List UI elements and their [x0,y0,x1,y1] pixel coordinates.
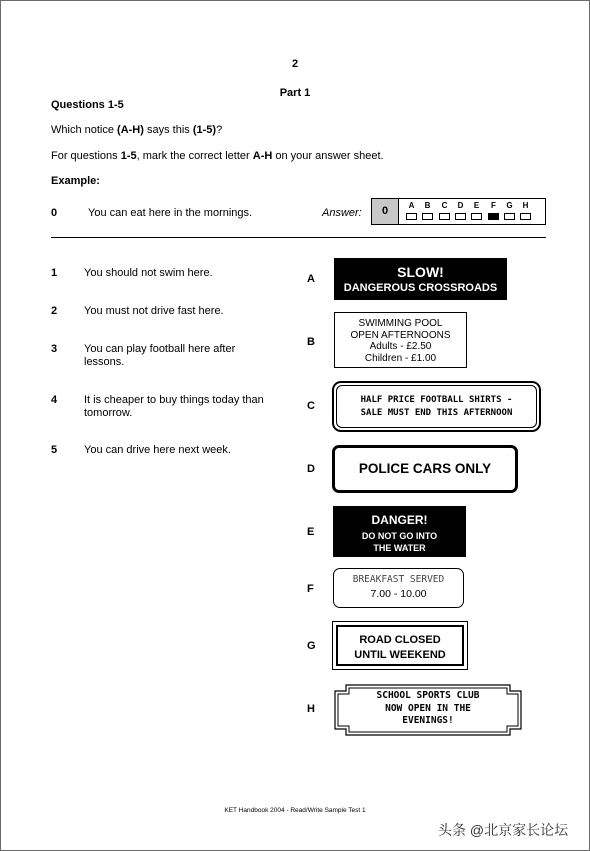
notice-h-line-1: SCHOOL SPORTS CLUB [376,690,480,701]
notice-g-line-2: UNTIL WEEKEND [354,649,446,661]
notice-b-line-4: Children - £1.00 [364,352,437,364]
question-number: 1 [51,267,58,279]
notice-c-line-1: HALF PRICE FOOTBALL SHIRTS - [360,395,513,405]
notice-letter-f: F [307,583,314,595]
notice-letter-a: A [307,273,315,285]
notice-letter-b: B [307,336,315,348]
notice-a-line-1: SLOW! [397,264,444,280]
question-number: 5 [51,444,58,456]
answer-box-c [439,213,450,220]
notice-e [333,506,466,557]
watermark: 头条 @北京家长论坛 [438,822,569,838]
notice-letter-g: G [307,640,316,652]
notice-h [334,684,522,736]
question-text: You can drive here next week. [84,444,231,456]
notice-a-line-2: DANGEROUS CROSSROADS [343,282,498,294]
answer-letter-a: A [408,201,415,210]
question-number: 2 [51,305,58,317]
answer-box-b [422,213,433,220]
answer-box-h [520,213,531,220]
question-text: You must not drive fast here. [84,305,224,317]
notice-letter-c: C [307,400,315,412]
example-text: You can eat here in the mornings. [88,207,253,219]
divider [51,237,546,238]
notice-d-line-1: POLICE CARS ONLY [358,461,492,476]
notice-e-line-2: DO NOT GO INTO [361,531,438,541]
example-label: Example: [51,175,100,187]
answer-letter-b: B [424,201,431,210]
notice-g-line-1: ROAD CLOSED [359,634,441,646]
answer-box-e [471,213,482,220]
question-number: 4 [51,394,58,406]
notice-a [334,258,507,300]
notice-b-line-2: OPEN AFTERNOONS [350,329,451,341]
notice-f-line-1: BREAKFAST SERVED [352,574,445,585]
notice-f-line-2: 7.00 - 10.00 [370,588,427,600]
answer-box-d [455,213,466,220]
questions-heading: Questions 1-5 [51,99,124,111]
instruction-line-2: For questions 1-5, mark the correct letter A-H on your answer sheet. [51,150,384,162]
notice-letter-d: D [307,463,315,475]
notice-c-line-2: SALE MUST END THIS AFTERNOON [360,408,513,418]
answer-label: Answer: [322,207,362,219]
footer: KET Handbook 2004 - Read/Write Sample Test 1 [224,807,366,814]
notice-c [332,381,541,432]
question-text: It is cheaper to buy things today than tomorrow. [84,394,264,419]
part-title: Part 1 [279,87,311,99]
notice-d [332,445,518,493]
notice-f [333,568,464,608]
question-text: You can play football here after lessons. [84,343,236,368]
answer-letter-c: C [441,201,448,210]
notice-h-line-3: EVENINGS! [402,715,454,726]
question-number: 3 [51,343,58,355]
example-answer-number: 0 [372,199,399,224]
answer-box-g [504,213,515,220]
notice-e-line-1: DANGER! [371,513,428,527]
answer-letter-g: G [506,201,513,210]
answer-letter-e: E [473,201,480,210]
notice-letter-h: H [307,703,315,715]
notice-g [332,621,468,670]
example-number: 0 [51,207,58,219]
notice-b-line-1: SWIMMING POOL [358,318,443,329]
answer-letter-d: D [457,201,464,210]
page-number: 2 [291,58,299,70]
answer-letter-h: H [522,201,529,210]
notice-e-line-3: THE WATER [373,543,426,553]
notice-h-line-2: NOW OPEN IN THE [385,702,471,714]
notice-b [334,312,467,368]
answer-letter-f: F [491,201,496,210]
instruction-line-1: Which notice (A-H) says this (1-5)? [51,124,223,136]
question-text: You should not swim here. [84,267,213,279]
notice-letter-e: E [307,526,315,538]
answer-box-f [488,213,499,220]
notice-b-line-3: Adults - £2.50 [369,341,432,352]
answer-box-a [406,213,417,220]
